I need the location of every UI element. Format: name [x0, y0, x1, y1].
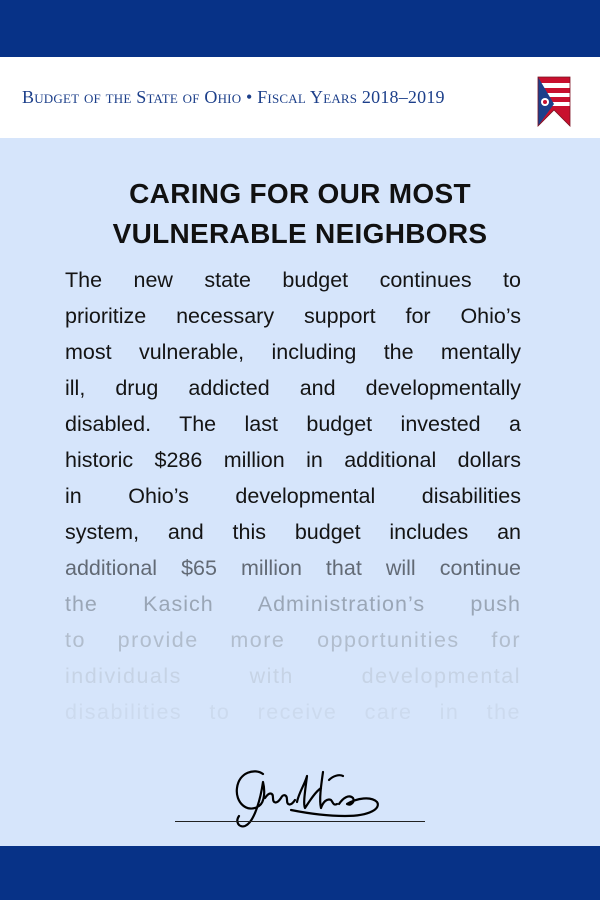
- body-line: individuals with developmental: [65, 664, 521, 688]
- headline-line: CARING FOR OUR MOST: [129, 178, 471, 209]
- header-title: Budget of the State of Ohio • Fiscal Years 2018–2019: [22, 87, 445, 107]
- body-line: ill, drug addicted and developmentally: [65, 376, 521, 400]
- body-line: disabilities to receive care in the: [65, 700, 521, 724]
- body-line: in Ohio’s developmental disabilities: [65, 484, 521, 508]
- body-line: disabled. The last budget invested a: [65, 412, 521, 436]
- bottom-banner-bar: [0, 846, 600, 900]
- body-line: most vulnerable, including the mentally: [65, 340, 521, 364]
- headline-line: VULNERABLE NEIGHBORS: [112, 218, 488, 249]
- ohio-flag-icon: [537, 76, 571, 128]
- article-body: [65, 262, 521, 730]
- content-panel: [0, 138, 600, 846]
- body-line: system, and this budget includes an: [65, 520, 521, 544]
- top-banner-bar: [0, 0, 600, 57]
- body-line: the Kasich Administration’s push: [65, 592, 521, 616]
- body-line: prioritize necessary support for Ohio’s: [65, 304, 521, 328]
- body-line: to provide more opportunities for: [65, 628, 521, 652]
- document-header: [0, 57, 600, 138]
- body-line: additional $65 million that will continue: [65, 556, 521, 580]
- signature-line: [175, 821, 425, 822]
- body-line: historic $286 million in additional dollars: [65, 448, 521, 472]
- body-line: The new state budget continues to: [65, 268, 521, 292]
- article-headline: [40, 174, 560, 254]
